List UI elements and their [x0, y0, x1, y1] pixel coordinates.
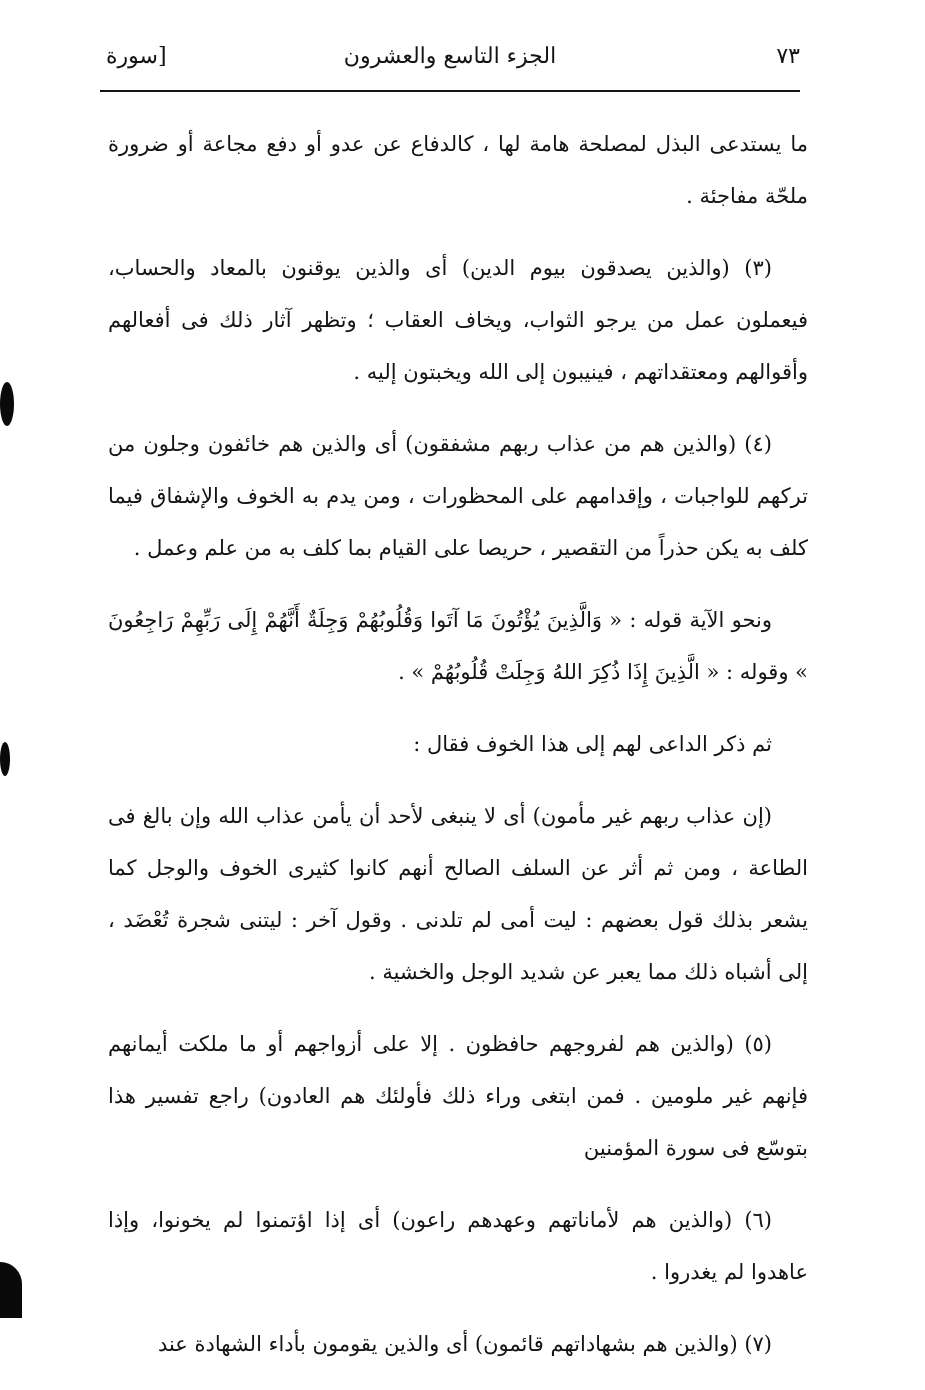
header-rule: [100, 90, 800, 92]
page-number: ٧٣: [776, 44, 800, 69]
part-title: الجزء التاسع والعشرون: [343, 44, 557, 69]
paragraph-continuation: ما يستدعى البذل لمصلحة هامة لها ، كالدفاع عن عدو أو دفع مجاعة أو ضرورة ملحّة مفاجئة .: [108, 132, 808, 208]
paragraph-verse-5: (٥) (والذين هم لفروجهم حافظون . إلا على أزواجهم أو ما ملكت أيمانهم فإنهم غير ملومين . فمن ابتغى وراء ذلك فأولئك هم العادون) راجع تفسير هذا بتوسّع فى سورة المؤمنين: [108, 1032, 808, 1160]
paragraph-verse-3: (٣) (والذين يصدقون بيوم الدين) أى والذين يوقنون بالمعاد والحساب، فيعملون عمل من يرجو الثواب، ويخاف العقاب ؛ وتظهر آثار ذلك فى أفعالهم وأقوالهم ومعتقداتهم ، فينيبون إلى الله ويخبتون إليه .: [108, 256, 808, 384]
page-body: [108, 118, 808, 1390]
paragraph-quran-quote: ونحو الآية قوله : « وَالَّذِينَ يُؤْتُونَ مَا آتَوا وَقُلُوبُهُمْ وَجِلَةٌ أَنَّهُمْ إِلَى رَبِّهِمْ رَاجِعُونَ » وقوله : « الَّذِينَ إِذَا ذُكِرَ اللهُ وَجِلَتْ قُلُوبُهُمْ » .: [108, 608, 808, 684]
page-header: [100, 40, 800, 90]
paragraph-fear: (إن عذاب ربهم غير مأمون) أى لا ينبغى لأحد أن يأمن عذاب الله وإن بالغ فى الطاعة ، ومن ثم أثر عن السلف الصالح أنهم كانوا كثيرى الخوف والوجل كما يشعر بذلك قول بعضهم : ليت أمى لم تلدنى . وقول آخر : ليتنى شجرة تُعْضَد ، إلى أشباه ذلك مما يعبر عن شديد الوجل والخشية .: [108, 804, 808, 984]
paragraph-transition: ثم ذكر الداعى لهم إلى هذا الخوف فقال :: [413, 732, 772, 756]
paragraph-verse-4: (٤) (والذين هم من عذاب ربهم مشفقون) أى والذين هم خائفون وجلون من تركهم للواجبات ، وإقدامهم على المحظورات ، ومن يدم به الخوف والإشفاق فيما كلف به يكن حذراً من التقصير ، حريصا على القيام بما كلف به من علم وعمل .: [108, 432, 808, 560]
scan-mark: [0, 1262, 22, 1318]
scan-mark: [0, 742, 10, 776]
surah-label: [سورة: [106, 44, 167, 69]
paragraph-verse-7: (٧) (والذين هم بشهاداتهم قائمون) أى والذين يقومون بأداء الشهادة عند: [157, 1332, 772, 1356]
paragraph-verse-6: (٦) (والذين هم لأماناتهم وعهدهم راعون) أى إذا اؤتمنوا لم يخونوا، وإذا عاهدوا لم يغدروا .: [108, 1208, 808, 1284]
scan-mark: [0, 382, 14, 426]
